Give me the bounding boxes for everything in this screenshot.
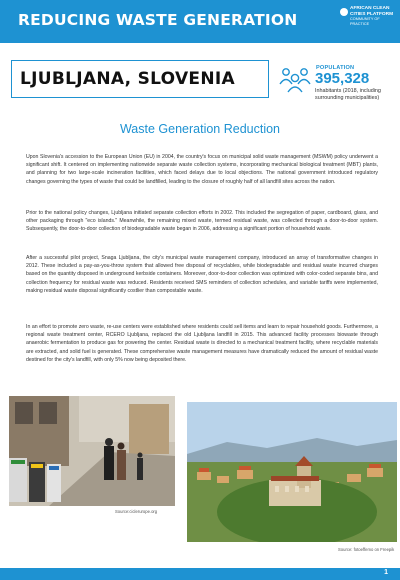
street-waste-bins-photo (9, 396, 175, 506)
paragraph-pilot-project: After a successful pilot project, Snaga Ljubljana, the city's municipal waste management company, introduced an array of transformative changes in 2012. These included a pay-as-you-throw system that allowed free disposal of recyclables, while biodegradable and residual waste incurred charges based on the quantity disposed in underground kerbside containers. Moreover, door-to-door collection was optimized with color-coded separate bins, and collection frequency for residual waste was reduced. Residents received SMS reminders of collection schedules, and variable tariffs were implemented, making residual waste disposal significantly costlier than compostable waste. (26, 255, 378, 294)
people-icon (278, 64, 312, 94)
logo-line-1: AFRICAN CLEAN (350, 6, 390, 11)
logo-line-3: COMMUNITY OF PRACTICE (350, 17, 380, 26)
footer-band (0, 568, 400, 580)
population-value: 395,328 (315, 70, 370, 87)
platform-logo (350, 6, 396, 26)
header-band (0, 0, 400, 43)
logo-globe-icon (340, 8, 348, 16)
right-photo-source: Source: fotoeffemo on Freepik (338, 547, 395, 552)
paragraph-zero-waste: In an effort to promote zero waste, re-use centers were established where residents could sell items and learn to repair household goods. Furthermore, a regional waste treatment center, RCERO Ljubljana, replaced the old Ljubljana landfill in 2015. This advanced facility processes biowaste through anaerobic fermentation to produce gas for powering the center. Residual waste is directed to a mechanical treatment facility, where recyclable materials are extracted, and solid fuel is generated. These comprehensive waste management measures have dramatically reduced the amount of residual waste destined for the city's landfill, with only 5% now being deposited there. (26, 324, 378, 363)
page-number: 1 (384, 569, 388, 576)
population-label: POPULATION (316, 65, 355, 71)
left-photo-source: Source:ciclerurope.org (115, 509, 158, 514)
page-header-title: REDUCING WASTE GENERATION (18, 11, 298, 29)
population-note: Inhabitants (2018, including surrounding municipalities) (315, 88, 381, 101)
logo-line-2: CITIES PLATFORM (350, 11, 394, 17)
ljubljana-aerial-photo (187, 402, 397, 542)
section-title: Waste Generation Reduction (119, 122, 281, 136)
paragraph-separate-collection: Prior to the national policy changes, Ljubljana initiated separate collection efforts in 2002. This included the segregation of paper, cardboard, glass, and other packaging through "eco islands." Meanwhile, the remaining mixed waste, termed residual waste, was collected through a door-to-door system. Subsequently, the door-to-door collection of biodegradable waste began in 2006, addressing a significant portion of household waste. (26, 210, 378, 233)
paragraph-eu-accession: Upon Slovenia's accession to the European Union (EU) in 2004, the country's focus on municipal solid waste management (MSWM) policy underwent a significant shift. It centered on implementing nationwide separate waste collection systems, incorporating mechanical biological treatment (MBT) plants, and planning for two large-scale incineration facilities, which faced delays due to local objections. The national government introduced regulatory changes governing the types of waste that could be landfilled, leading to the closure of roughly half of all landfill sites across the nation. (26, 154, 378, 185)
city-title-box (11, 60, 269, 98)
city-name: LJUBLJANA, SLOVENIA (20, 69, 235, 89)
